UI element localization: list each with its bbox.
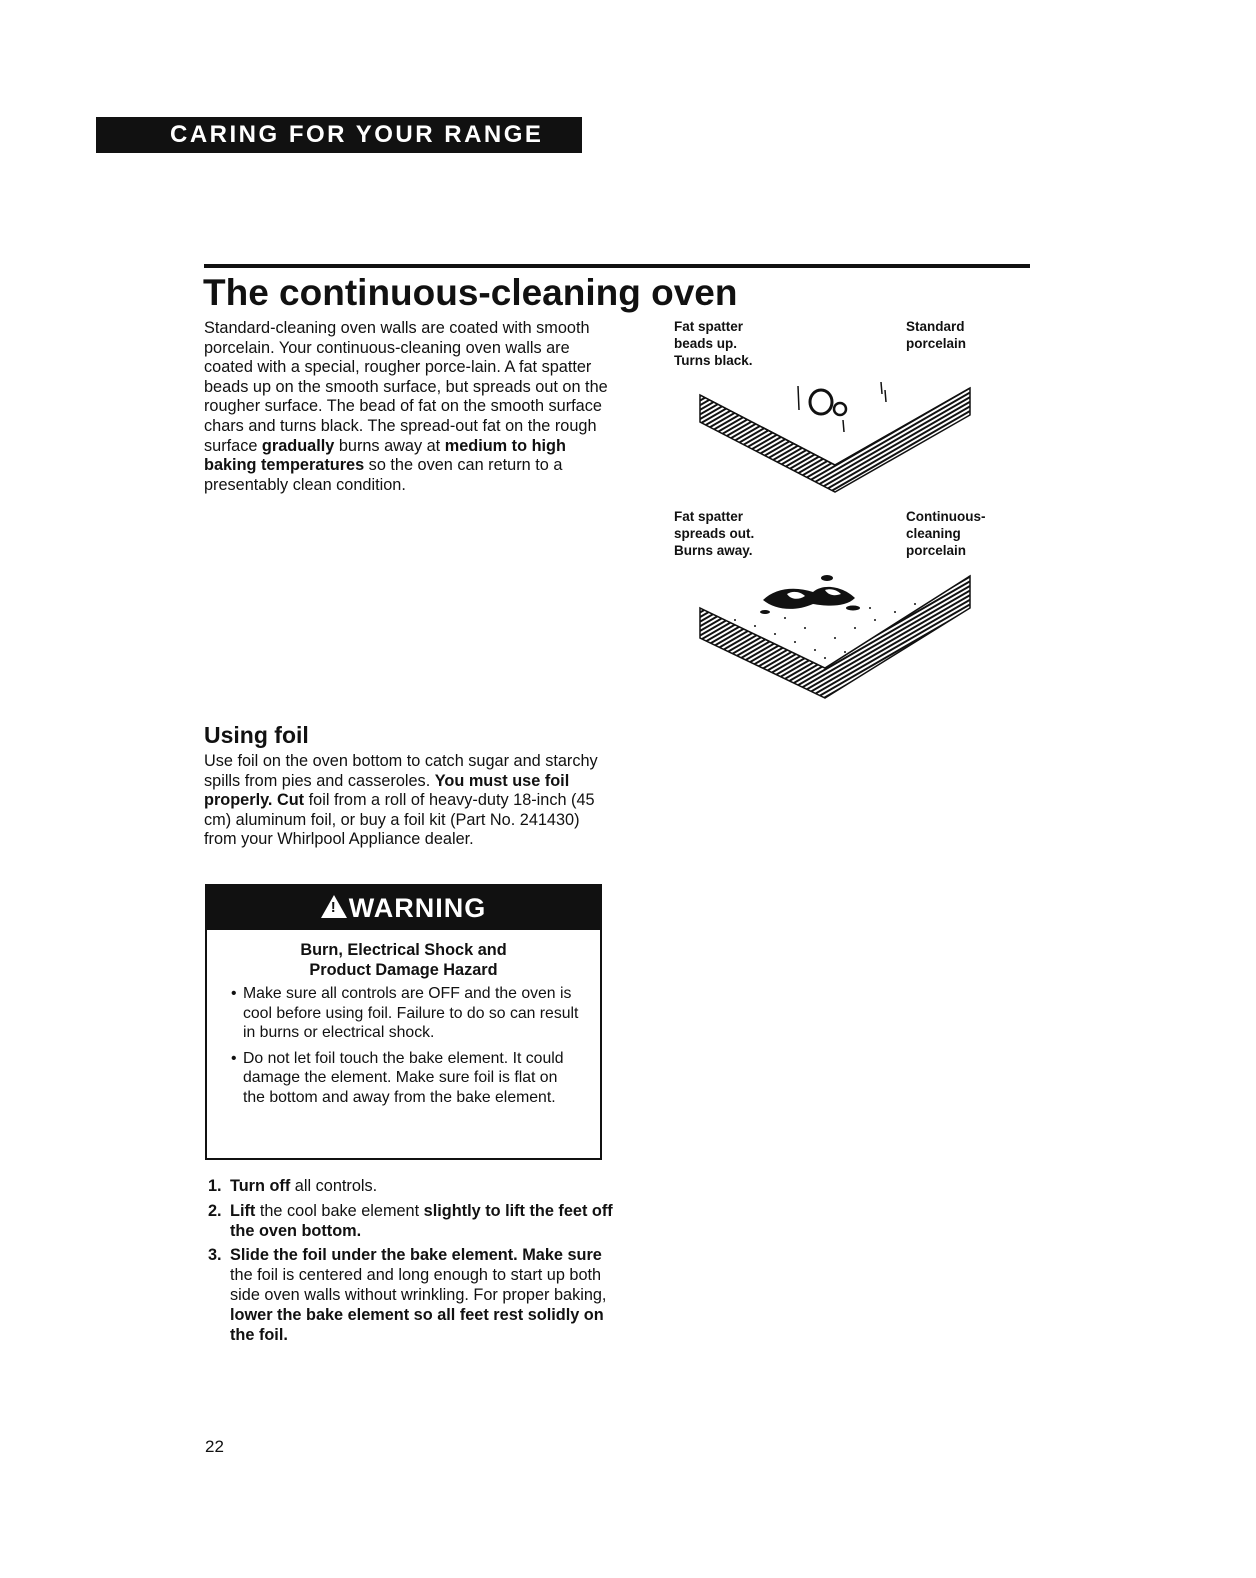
- step-item: [204, 1202, 614, 1242]
- label-line: porcelain: [906, 543, 967, 558]
- label-continuous-porcelain: [906, 508, 985, 559]
- step-number: 1.: [208, 1177, 222, 1195]
- section-banner-label: CARING FOR YOUR RANGE: [170, 121, 544, 148]
- label-line: spreads out.: [674, 526, 755, 541]
- text-run: foil from a roll of heavy-duty 18-inch (45 cm) aluminum foil, or buy a foil kit (Part No. 241430) from your Whirlpool Appliance dealer.: [204, 791, 595, 849]
- text-run: the foil is centered and long enough to start up both side oven walls without wrinkling. For proper baking,: [230, 1266, 607, 1304]
- bold-run: gradually: [261, 436, 335, 455]
- label-line: cleaning: [906, 526, 961, 541]
- bold-run: You must use foil properly. Cut: [204, 771, 570, 810]
- steps-list: [204, 1177, 614, 1350]
- text-run: so the oven can return to a presentably clean condition.: [204, 456, 563, 494]
- label-line: Fat spatter: [674, 319, 744, 334]
- step-number: 3.: [208, 1246, 222, 1265]
- bold-run: Turn off: [230, 1177, 291, 1195]
- step-item: [204, 1246, 614, 1345]
- warning-list: [207, 984, 600, 1107]
- text-run: the cool bake element: [255, 1201, 424, 1220]
- step-item: [204, 1177, 614, 1197]
- bold-run: Slide the foil under the bake element. Make sure: [230, 1246, 602, 1265]
- standard-porcelain-illustration: [695, 370, 980, 495]
- continuous-porcelain-illustration: [695, 568, 980, 700]
- label-standard-porcelain: [906, 318, 966, 352]
- step-text: [230, 1202, 613, 1240]
- page-number: 22: [205, 1437, 224, 1456]
- warning-subtitle: [207, 940, 600, 980]
- text-run: Use foil on the oven bottom to catch sugar and starchy spills from pies and casseroles.: [204, 752, 598, 790]
- label-line: Standard: [906, 319, 965, 334]
- text-run: burns away at: [334, 436, 445, 455]
- using-foil-paragraph: [204, 752, 614, 850]
- step-text: [230, 1177, 377, 1195]
- warning-item: • Do not let foil touch the bake element. It could damage the element. Make sure foil is flat on the bottom and away from the bake element.: [231, 1049, 582, 1108]
- bold-run: slightly to lift the feet off the oven bottom.: [230, 1201, 613, 1240]
- warning-item: • Make sure all controls are OFF and the oven is cool before using foil. Failure to do so can result in burns or electrical shock.: [231, 984, 582, 1043]
- title-rule: [204, 264, 1030, 268]
- intro-paragraph: [204, 319, 614, 495]
- bold-run: Lift: [230, 1201, 256, 1220]
- label-line: Burns away.: [674, 543, 753, 558]
- text-run: all controls.: [290, 1177, 378, 1195]
- warning-subtitle-line: Product Damage Hazard: [309, 961, 498, 979]
- label-line: Turns black.: [674, 353, 753, 368]
- section-banner: [96, 117, 582, 153]
- step-number: 2.: [208, 1201, 222, 1220]
- warning-header: [207, 886, 600, 930]
- bold-run: lower the bake element so all feet rest solidly on the foil.: [230, 1305, 604, 1344]
- label-line: beads up.: [674, 336, 738, 351]
- label-fat-beads-up: [674, 318, 753, 369]
- page-title: The continuous-cleaning oven: [203, 272, 738, 313]
- label-line: Fat spatter: [674, 509, 744, 524]
- bold-run: medium to high baking temperatures: [204, 436, 566, 475]
- text-run: Standard-cleaning oven walls are coated with smooth porcelain. Your continuous-cleaning oven walls are coated with a special, rougher porce-lain. A fat spatter beads up on the smooth surface, but spreads out on the rougher surface. The bead of fat on the smooth surface chars and turns black. The spread-out fat on the rough surface: [204, 319, 608, 455]
- using-foil-heading: Using foil: [204, 722, 309, 748]
- label-line: Continuous-: [906, 509, 986, 524]
- warning-label: WARNING: [348, 893, 487, 923]
- warning-subtitle-line: Burn, Electrical Shock and: [300, 941, 507, 959]
- step-text: [230, 1246, 606, 1343]
- warning-box: [205, 884, 602, 1160]
- label-fat-spreads-out: [674, 508, 754, 559]
- label-line: porcelain: [906, 336, 967, 351]
- warning-triangle-icon: [321, 895, 347, 918]
